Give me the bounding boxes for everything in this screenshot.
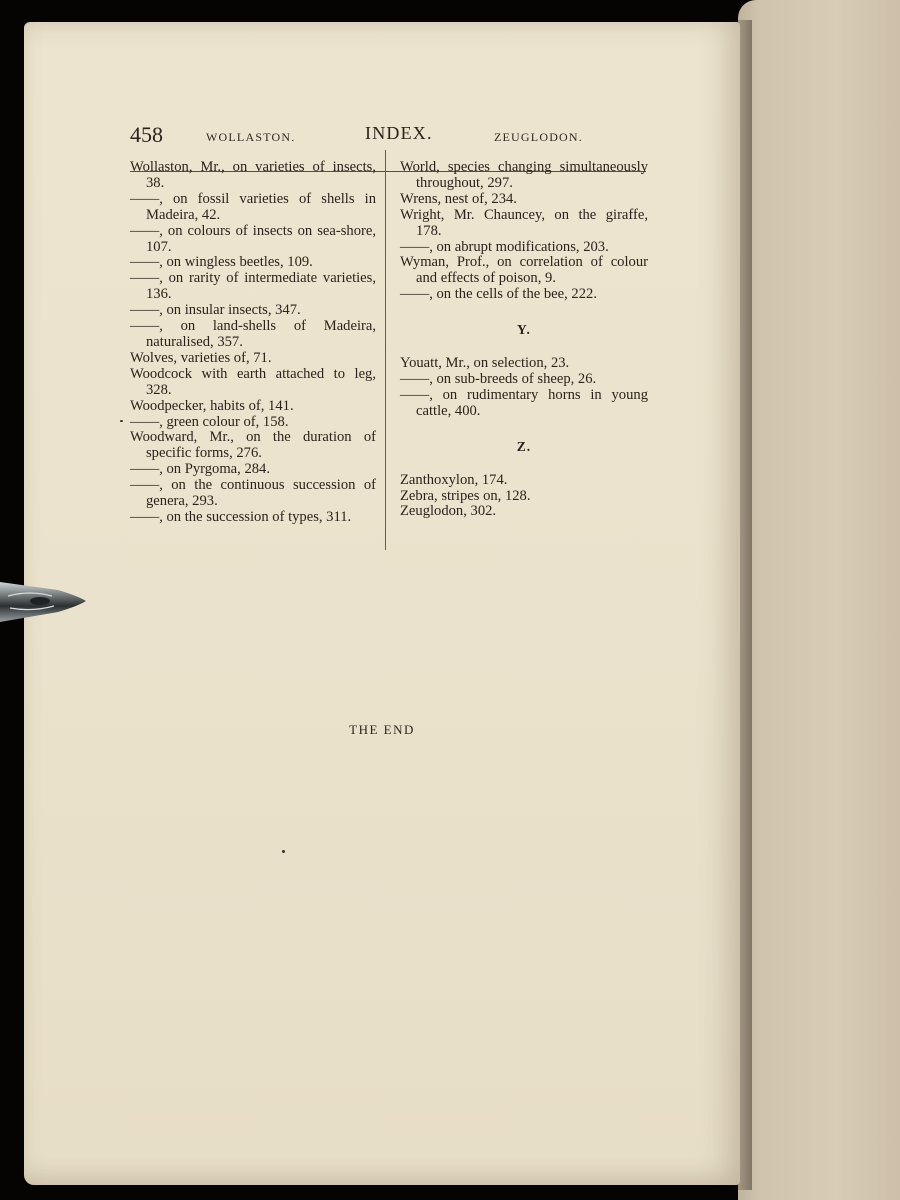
running-head-right: ZEUGLODON. (494, 130, 583, 144)
index-entry: ——, on sub-breeds of sheep, 26. (400, 370, 597, 387)
index-entry: ——, green colour of, 158. (130, 413, 289, 430)
index-column-right (400, 160, 648, 520)
index-entry: Zanthoxylon, 174. (400, 471, 508, 488)
section-heading-z: Z. (516, 438, 532, 454)
index-entry: ——, on rudimentary horns in young cattle, 400. (400, 386, 648, 419)
index-entry: Wyman, Prof., on correlation of colour and effects of poison, 9. (400, 254, 648, 287)
index-entry: Wolves, varieties of, 71. (130, 349, 272, 366)
index-entry: Wrens, nest of, 234. (400, 190, 517, 207)
index-entry: ——, on land-shells of Madeira, naturalised, 357. (130, 318, 376, 350)
index-entry: ——, on colours of insects on sea-shore, 107. (130, 222, 376, 255)
section-heading-y: Y. (517, 322, 531, 338)
paper-speck (120, 420, 123, 422)
pen-tip-icon (0, 572, 86, 632)
index-entry: ——, on fossil varieties of shells in Madeira, 42. (130, 190, 376, 223)
index-entry: ——, on the succession of types, 311. (130, 508, 352, 525)
index-entry: ——, on the cells of the bee, 222. (400, 286, 597, 303)
index-entry: ——, on wingless beetles, 109. (130, 254, 313, 271)
index-entry: Woodcock with earth attached to leg, 328. (130, 365, 376, 398)
index-entry: Wright, Mr. Chauncey, on the giraffe, 178. (400, 206, 648, 239)
page-number: 458 (130, 122, 163, 147)
index-entry: Zebra, stripes on, 128. (400, 487, 531, 504)
index-entry: Youatt, Mr., on selection, 23. (400, 355, 570, 372)
index-entry: ——, on the continuous succession of genera, 293. (130, 477, 376, 510)
index-entry: ——, on rarity of intermediate varieties, 136. (130, 270, 376, 303)
column-divider (385, 150, 386, 550)
index-entry: Woodward, Mr., on the duration of specific forms, 276. (130, 429, 376, 462)
running-head (130, 120, 614, 160)
index-entry: Wollaston, Mr., on varieties of insects, 38. (130, 159, 376, 191)
running-head-left: WOLLASTON. (206, 130, 296, 144)
index-entry: Woodpecker, habits of, 141. (130, 397, 294, 414)
index-entry: ——, on Pyrgoma, 284. (130, 461, 270, 478)
the-end-label: THE END (349, 722, 415, 737)
paper-speck (282, 850, 285, 853)
running-head-title: INDEX. (365, 123, 433, 143)
index-entry: World, species changing simultaneously throughout, 297. (400, 159, 648, 191)
index-entry: ——, on abrupt modifications, 203. (400, 238, 609, 255)
index-column-left (130, 160, 376, 526)
index-entry: ——, on insular insects, 347. (130, 302, 301, 319)
facing-page-edge (738, 0, 900, 1200)
index-entry: Zeuglodon, 302. (400, 503, 497, 520)
